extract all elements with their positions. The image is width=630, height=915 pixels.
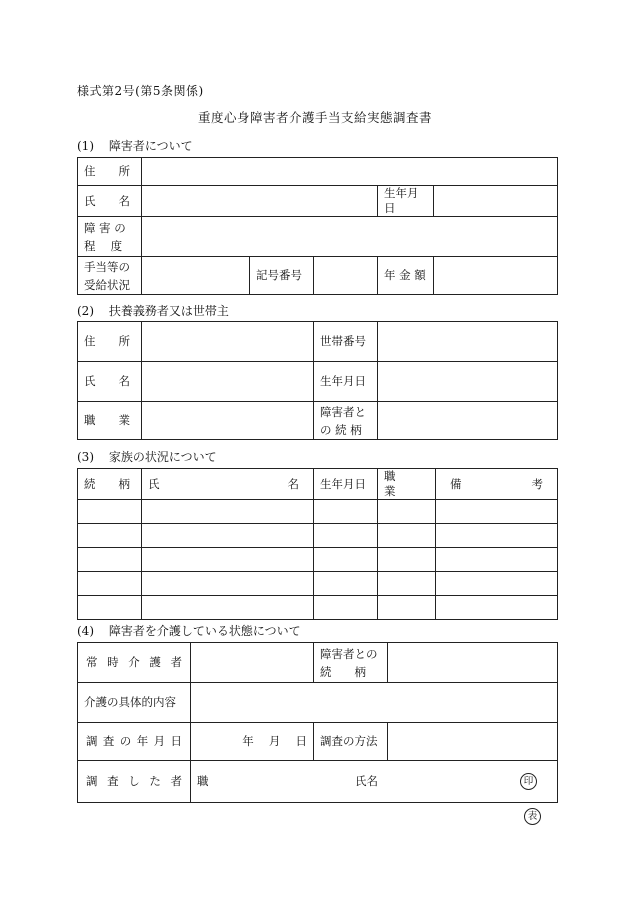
family-relation-cell[interactable] — [78, 500, 142, 524]
document-title: 重度心身障害者介護手当支給実態調査書 — [197, 110, 432, 125]
seal-mark: 印 — [520, 773, 537, 790]
s4-surveyor-field[interactable] — [191, 761, 558, 803]
col-occupation-header: 職 業 — [378, 469, 436, 500]
section1-heading — [77, 137, 193, 154]
family-relation-cell[interactable] — [78, 572, 142, 596]
table-row — [78, 596, 558, 620]
s2-relation-field[interactable] — [378, 402, 558, 440]
s4-survey-method-field[interactable] — [388, 723, 558, 761]
family-occupation-cell[interactable] — [378, 524, 436, 548]
family-occupation-cell[interactable] — [378, 596, 436, 620]
family-name-cell[interactable] — [142, 524, 314, 548]
section2-number: (2) — [77, 304, 94, 318]
family-name-cell[interactable] — [142, 572, 314, 596]
s2-name-field[interactable] — [142, 362, 314, 402]
s4-caregiver-label: 常時介護者 — [78, 643, 191, 683]
section3-number: (3) — [77, 450, 94, 464]
section2-heading — [77, 302, 229, 319]
s1-degree-label-line2: 程 度 — [84, 238, 123, 253]
s2-dob-label: 生年月日 — [314, 362, 378, 402]
col-name-header-given: 名 — [287, 476, 299, 491]
section4-title: 障害者を介護している状態について — [108, 624, 301, 638]
table-row — [78, 548, 558, 572]
s1-degree-field[interactable] — [142, 217, 558, 257]
s4-relation-field[interactable] — [388, 643, 558, 683]
section4-table — [77, 642, 558, 803]
section1-table — [77, 157, 558, 295]
family-name-cell[interactable] — [142, 500, 314, 524]
s4-survey-method-label: 調査の方法 — [314, 723, 388, 761]
form-number: 様式第2号(第5条関係) — [77, 84, 204, 98]
family-remarks-cell[interactable] — [436, 524, 558, 548]
section1-number: (1) — [77, 139, 94, 153]
family-occupation-cell[interactable] — [378, 500, 436, 524]
s4-survey-date-label: 調査の年月日 — [78, 723, 191, 761]
s2-relation-label-line1: 障害者と — [320, 404, 366, 419]
family-relation-cell[interactable] — [78, 548, 142, 572]
family-dob-cell[interactable] — [314, 548, 378, 572]
s1-allowance-label-line1: 手当等の — [84, 259, 130, 274]
family-relation-cell[interactable] — [78, 596, 142, 620]
s4-survey-date-units: 年 月 日 — [242, 734, 307, 748]
s4-care-details-label: 介護の具体的内容 — [78, 683, 191, 723]
s1-allowance-label-line2: 受給状況 — [84, 277, 130, 292]
col-relation-header: 続 柄 — [78, 469, 142, 500]
section3-table — [77, 468, 558, 620]
table-row — [78, 572, 558, 596]
family-name-cell[interactable] — [142, 596, 314, 620]
s2-address-field[interactable] — [142, 322, 314, 362]
s1-address-label: 住 所 — [78, 158, 142, 186]
s1-address-field[interactable] — [142, 158, 558, 186]
section4-heading — [77, 622, 301, 639]
table-row — [78, 500, 558, 524]
col-remarks-header — [436, 469, 558, 500]
section2-title: 扶養義務者又は世帯主 — [108, 304, 229, 318]
s4-job-label: 職 — [197, 774, 209, 788]
s4-relation-label-line1: 障害者との — [320, 646, 378, 661]
col-remarks-header-a: 備 — [450, 476, 462, 491]
s2-occupation-label: 職 業 — [78, 402, 142, 440]
s1-annual-amount-label: 年 金 額 — [378, 257, 434, 295]
family-relation-cell[interactable] — [78, 524, 142, 548]
s1-dob-field[interactable] — [434, 186, 558, 217]
section1-title: 障害者について — [108, 139, 193, 153]
s4-care-details-field[interactable] — [191, 683, 558, 723]
section4-number: (4) — [77, 624, 94, 638]
family-remarks-cell[interactable] — [436, 572, 558, 596]
family-dob-cell[interactable] — [314, 524, 378, 548]
family-remarks-cell[interactable] — [436, 548, 558, 572]
family-name-cell[interactable] — [142, 548, 314, 572]
s1-allowance-label — [78, 257, 142, 295]
s1-name-label: 氏 名 — [78, 186, 142, 217]
s1-name-field[interactable] — [142, 186, 378, 217]
section2-table — [77, 321, 558, 440]
col-dob-header: 生年月日 — [314, 469, 378, 500]
family-remarks-cell[interactable] — [436, 500, 558, 524]
family-occupation-cell[interactable] — [378, 548, 436, 572]
family-dob-cell[interactable] — [314, 500, 378, 524]
s2-household-no-field[interactable] — [378, 322, 558, 362]
s1-dob-label: 生年月日 — [378, 186, 434, 217]
s2-household-no-label: 世帯番号 — [314, 322, 378, 362]
table-row — [78, 524, 558, 548]
s1-degree-label-line1: 障 害 の — [84, 220, 126, 235]
section3-title: 家族の状況について — [108, 450, 217, 464]
family-occupation-cell[interactable] — [378, 572, 436, 596]
front-side-stamp — [524, 808, 541, 825]
s2-relation-label-line2: の 続 柄 — [320, 422, 362, 437]
col-remarks-header-b: 考 — [531, 476, 543, 491]
front-side-stamp-text: 表 — [524, 808, 541, 825]
s4-surveyor-label: 調査した者 — [78, 761, 191, 803]
s1-annual-amount-field[interactable] — [434, 257, 558, 295]
s2-relation-label — [314, 402, 378, 440]
section3-heading — [77, 448, 217, 465]
s4-relation-label — [314, 643, 388, 683]
s4-survey-date-field[interactable] — [191, 723, 314, 761]
s1-degree-label — [78, 217, 142, 257]
s1-allowance-field[interactable] — [142, 257, 250, 295]
col-name-header-family: 氏 — [148, 476, 160, 491]
s4-relation-label-line2: 続 柄 — [320, 664, 366, 679]
family-dob-cell[interactable] — [314, 596, 378, 620]
family-header-row — [78, 469, 558, 500]
family-dob-cell[interactable] — [314, 572, 378, 596]
s1-record-no-field[interactable] — [314, 257, 378, 295]
s2-dob-field[interactable] — [378, 362, 558, 402]
s4-caregiver-field[interactable] — [191, 643, 314, 683]
s1-record-no-label: 記号番号 — [250, 257, 314, 295]
s2-occupation-field[interactable] — [142, 402, 314, 440]
family-remarks-cell[interactable] — [436, 596, 558, 620]
s2-name-label: 氏 名 — [78, 362, 142, 402]
s4-name-label: 氏名 — [355, 774, 378, 788]
col-name-header — [142, 469, 314, 500]
s2-address-label: 住 所 — [78, 322, 142, 362]
